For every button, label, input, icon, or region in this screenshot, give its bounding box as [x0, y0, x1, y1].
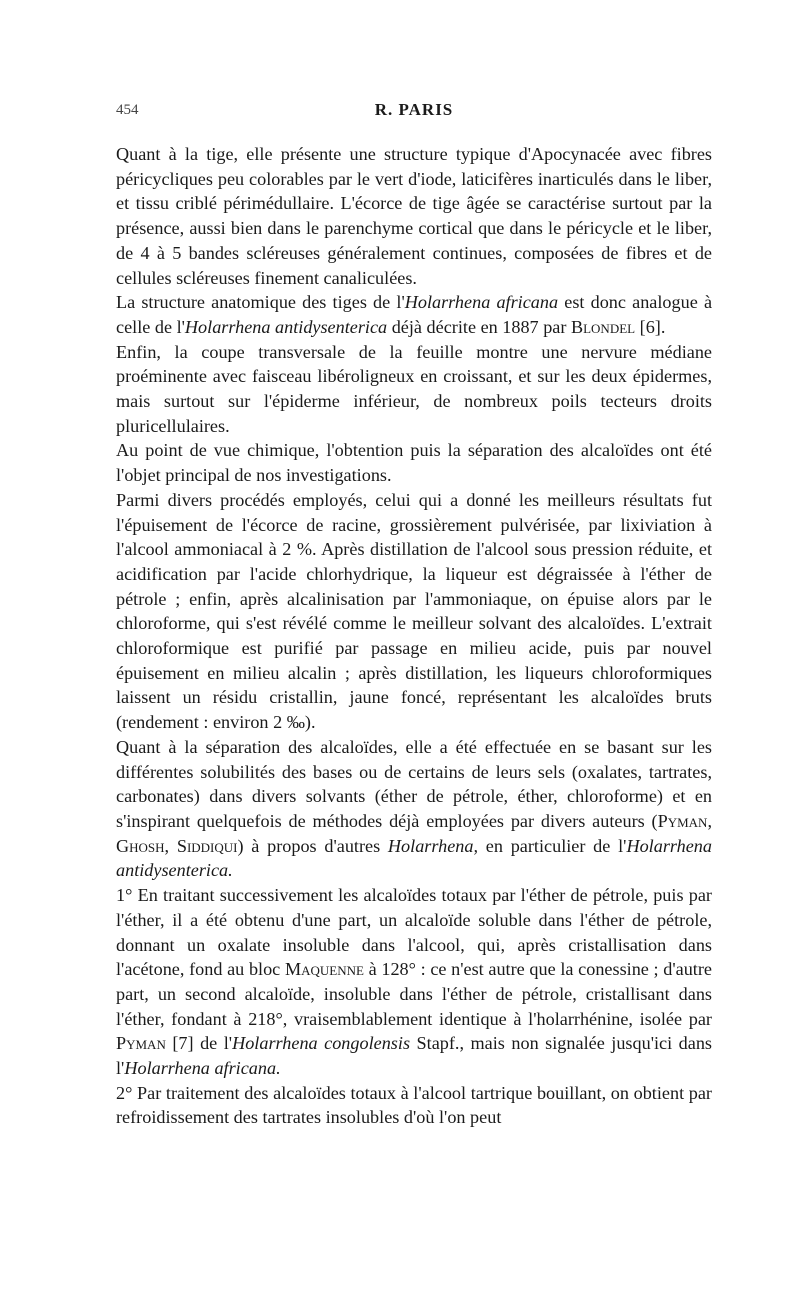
citation: [7] de l' — [165, 1033, 233, 1054]
paragraph-step-1 — [116, 883, 712, 1081]
text-run: La structure anatomique des tiges de l' — [116, 292, 405, 313]
document-page — [116, 102, 712, 1130]
page-header — [116, 102, 712, 128]
author-name: Blondel — [570, 316, 636, 337]
text-run: en particulier de l' — [478, 835, 627, 856]
genus-name: Holarrhena, — [387, 835, 479, 856]
paragraph-extraction-method — [116, 488, 712, 735]
species-name: Holarrhena africana. — [124, 1058, 281, 1079]
paragraph-stem-comparison — [116, 290, 712, 339]
paragraph-text: Enfin, la coupe transversale de la feuille montre une nervure médiane proéminente avec faisceau libéroligneux en croissant, et sur les deux épidermes, mais surtout sur l'épiderme inférieur, de nombreux poils tecteurs droits pluricellulaires. — [116, 341, 712, 436]
author-name: Pyman — [116, 1033, 166, 1054]
author-names: Pyman, Ghosh, Siddiqui — [116, 810, 712, 856]
species-name: Holarrhena antidysenterica — [184, 316, 388, 337]
paragraph-leaf-section — [116, 340, 712, 439]
text-run: 1° En traitant successivement les alcaloïdes totaux par l'éther de pétrole, puis par l'éther, il a été obtenu d'une part, un alcaloïde soluble dans l'éther de pétrole, donnant un oxalate insoluble dans l'alcool, qui, après cristallisation dans l'acétone, fond au bloc — [116, 885, 712, 980]
paragraph-alkaloid-separation — [116, 735, 712, 883]
paragraph-stem-structure — [116, 142, 712, 290]
page-number: 454 — [116, 102, 139, 118]
text-run: à 128° : ce n'est autre que la conessine ; d'autre part, un second alcaloïde, insoluble dans l'éther de pétrole, cristallisant dans l'éther, fondant à 218°, vraisemblablement identique à l'holarrhénine, isolée par — [116, 959, 712, 1029]
citation: [6]. — [635, 316, 666, 337]
author-name: Maquenne — [284, 959, 364, 980]
text-run: est donc analogue à celle de l' — [116, 292, 713, 337]
paragraph-text: Parmi divers procédés employés, celui qui a donné les meilleurs résultats fut l'épuisement de l'écorce de racine, grossièrement pulvérisée, par lixiviation à l'alcool ammoniacal à 2 %. Après distillation de l'alcool sous pression réduite, et acidification par l'acide chlorhydrique, la liqueur est dégraissée à l'éther de pétrole ; enfin, après alcalinisation par l'ammoniaque, on épuise alors par le chloroforme, qui s'est révélé comme le meilleur solvant des alcaloïdes. L'extrait chloroformique est purifié par passage en milieu acide, puis par nouvel épuisement en milieu alcalin ; après distillation, les liqueurs chloroformiques laissent un résidu cristallin, jaune foncé, représentant les alcaloïdes bruts (rendement : environ 2 ‰). — [116, 489, 712, 733]
species-name: Holarrhena congolensis — [232, 1033, 411, 1054]
species-name: Holarrhena africana — [404, 292, 559, 313]
paragraph-text: Au point de vue chimique, l'obtention puis la séparation des alcaloïdes ont été l'objet principal de nos investigations. — [116, 440, 712, 486]
text-run: déjà décrite en 1887 par — [387, 316, 571, 337]
paragraph-text: 2° Par traitement des alcaloïdes totaux à l'alcool tartrique bouillant, on obtient par refroidissement des tartrates insolubles d'où l'on peut — [116, 1082, 712, 1128]
text-run: Quant à la séparation des alcaloïdes, elle a été effectuée en se basant sur les différentes solubilités des bases ou de certains de leurs sels (oxalates, tartrates, carbonates) dans divers solvants (éther de pétrole, éther, chloroforme) et en s'inspirant quelquefois de méthodes déjà employées par divers auteurs ( — [116, 736, 712, 831]
running-head: R. PARIS — [374, 100, 454, 119]
paragraph-step-2 — [116, 1081, 712, 1130]
species-name: Holarrhena antidysenterica. — [116, 835, 712, 881]
paragraph-text: Quant à la tige, elle présente une structure typique d'Apocynacée avec fibres péricycliques peu colorables par le vert d'iode, laticifères inarticulés dans le liber, et tissu criblé périmédullaire. L'écorce de tige âgée se caractérise surtout par la présence, aussi bien dans le parenchyme cortical que dans le péricycle et le liber, de 4 à 5 bandes scléreuses généralement continues, composées de fibres et de cellules scléreuses finement canaliculées. — [116, 144, 712, 288]
paragraph-chemistry-intro — [116, 438, 712, 487]
text-run: ) à propos d'autres — [237, 835, 388, 856]
text-run: Stapf., mais non signalée jusqu'ici dans l' — [116, 1033, 712, 1079]
